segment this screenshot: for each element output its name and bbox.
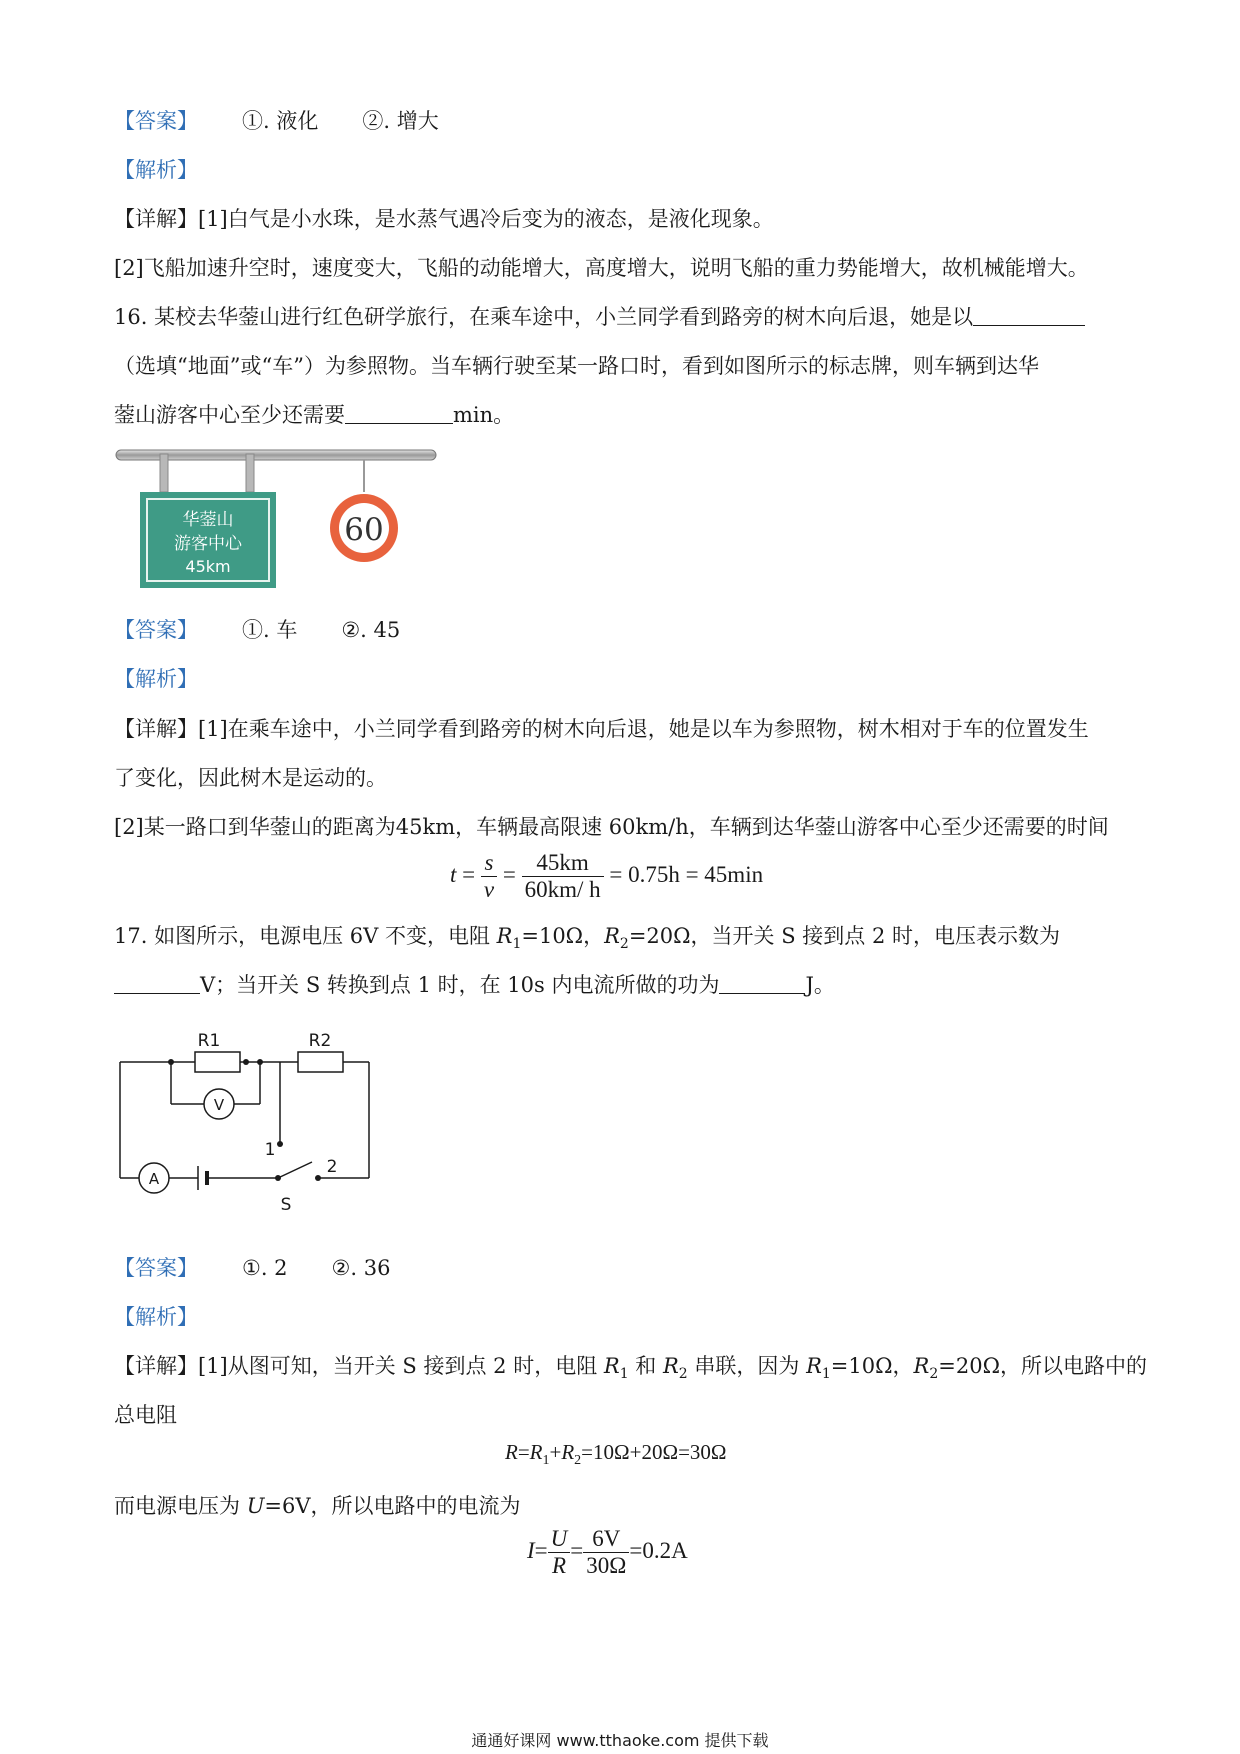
answer-item: ①. 2: [242, 1256, 288, 1280]
switch-blade: [278, 1162, 312, 1178]
sign-bracket: [246, 454, 254, 492]
stem-text: 17. 如图所示，电源电压 6V 不变，电阻: [114, 924, 497, 948]
fraction-numerator: 6V: [583, 1526, 629, 1553]
fraction: [522, 850, 604, 903]
current-equation: I= $\frac{U}{R}$ = $\frac{6V}{30\Omega}$ =0.2A: [527, 1526, 688, 1578]
eq-symbol: I: [527, 1537, 535, 1563]
switch-pivot: [275, 1175, 281, 1181]
answer-blank[interactable]: [114, 973, 200, 994]
voltmeter-label: V: [213, 1096, 225, 1114]
detail-text: =20Ω，所以电路中的: [938, 1354, 1147, 1378]
answer-item: ②. 45: [341, 618, 401, 642]
detail-text: 和: [628, 1354, 663, 1378]
fraction: [548, 1526, 571, 1579]
ammeter-label: A: [148, 1170, 160, 1188]
answer-tag: 【答案】: [114, 618, 198, 642]
detail-line: [114, 1490, 521, 1520]
fraction-denominator: 30Ω: [586, 1553, 627, 1578]
contact-point-2: [315, 1175, 321, 1181]
detail-line: 【详解】[1]从图可知，当开关 S 接到点 2 时，电阻 $R_1$ 和 $R_2$ 串联，因为 $R_1=10\Omega$，$R_2=20\Omega$，所以电路中的: [114, 1354, 1147, 1383]
sign-distance: 45km: [185, 557, 231, 576]
fraction: [583, 1526, 629, 1579]
sign-text: 华蓥山: [182, 510, 234, 530]
contact-point-1: [277, 1141, 283, 1147]
switch-label: S: [280, 1195, 292, 1215]
detail-symbol: U: [246, 1494, 265, 1518]
question-16-stem: [114, 399, 514, 429]
q16-answer-line: [114, 614, 400, 644]
page-footer: 通通好课网 www.tthaoke.com 提供下载: [471, 1731, 769, 1750]
detail-text: 串联，因为: [687, 1354, 807, 1378]
fraction-numerator: 45km: [522, 850, 604, 877]
detail-line: [2]某一路口到华蓥山的距离为45km，车辆最高限速 60km/h，车辆到达华蓥山游客中心至少还需要的时间: [114, 815, 1109, 839]
detail-text: =10Ω，: [830, 1354, 914, 1378]
stem-text: =10Ω，: [521, 924, 605, 948]
answer-item: ②. 36: [331, 1256, 391, 1280]
question-16-stem: [114, 301, 1085, 331]
question-17-stem: [114, 969, 835, 999]
answer-blank[interactable]: [345, 403, 453, 424]
answer-tag: 【答案】: [114, 1256, 198, 1280]
answer-item: ①. 车: [242, 618, 298, 642]
detail-text: 【详解】[1]从图可知，当开关 S 接到点 2 时，电阻: [114, 1354, 604, 1378]
speed-limit-value: 60: [344, 512, 384, 548]
stem-text: min。: [453, 403, 515, 427]
answer-blank[interactable]: [719, 973, 805, 994]
answer-item: ②. 增大: [362, 109, 439, 133]
q15-answer-line: [114, 105, 439, 135]
eq-symbol: =: [517, 1440, 530, 1464]
detail-line: [2]飞船加速升空时，速度变大，飞船的动能增大，高度增大，说明飞船的重力势能增大，故机械能增大。: [114, 256, 1089, 280]
detail-line: 了变化，因此树木是运动的。: [114, 766, 387, 790]
fraction-numerator: U: [548, 1526, 571, 1553]
road-sign-figure: [110, 440, 450, 600]
stem-text: J。: [805, 973, 835, 997]
eq-symbol: =: [497, 861, 522, 887]
junction-dot: [168, 1059, 174, 1065]
eq-result: =0.2A: [629, 1537, 688, 1563]
answer-item: ①. 液化: [242, 109, 319, 133]
analysis-tag: 【解析】: [114, 1305, 198, 1329]
time-equation: [450, 850, 763, 903]
eq-symbol: =: [456, 861, 481, 887]
resistance-equation: $R=R_1+R_2=10\Omega+20\Omega=30\Omega$: [505, 1440, 727, 1469]
detail-line: 【详解】[1]白气是小水珠，是水蒸气遇冷后变为的液态，是液化现象。: [114, 207, 774, 231]
eq-symbol: +: [549, 1440, 562, 1464]
stem-text: =20Ω，当开关 S 接到点 2 时，电压表示数为: [628, 924, 1061, 948]
r1-label: R1: [197, 1031, 221, 1051]
fraction: [481, 850, 497, 903]
r2-label: R2: [308, 1031, 332, 1051]
answer-tag: 【答案】: [114, 109, 198, 133]
stem-text: 蓥山游客中心至少还需要: [114, 403, 345, 427]
stem-text: 16. 某校去华蓥山进行红色研学旅行，在乘车途中，小兰同学看到路旁的树木向后退，她是以: [114, 305, 974, 329]
resistor-r1: [195, 1052, 240, 1072]
point-2-label: 2: [326, 1157, 338, 1177]
resistor-r2: [298, 1052, 343, 1072]
detail-text: 而电源电压为: [114, 1494, 247, 1518]
answer-blank[interactable]: [973, 305, 1085, 326]
sign-bracket: [160, 454, 168, 492]
eq-symbol: t: [450, 861, 457, 887]
point-1-label: 1: [264, 1140, 276, 1160]
fraction-denominator: R: [551, 1553, 566, 1578]
junction-dot: [257, 1059, 263, 1065]
detail-line: 【详解】[1]在乘车途中，小兰同学看到路旁的树木向后退，她是以车为参照物，树木相对于车的位置发生: [114, 717, 1089, 741]
stem-text: V；当开关 S 转换到点 1 时，在 10s 内电流所做的功为: [200, 973, 720, 997]
question-17-stem: 17. 如图所示，电源电压 6V 不变，电阻 $R_1=10\Omega$，$R_2=20\Omega$，当开关 S 接到点 2 时，电压表示数为: [114, 924, 1061, 953]
eq-result: =10Ω+20Ω=30Ω: [581, 1440, 727, 1464]
fraction-denominator: 60km/ h: [524, 877, 601, 902]
eq-result: = 0.75h = 45min: [603, 861, 764, 887]
q17-answer-line: [114, 1252, 390, 1282]
detail-line: 总电阻: [114, 1403, 177, 1427]
detail-text: =6V，所以电路中的电流为: [264, 1494, 521, 1518]
junction-dot: [243, 1059, 249, 1065]
analysis-tag: 【解析】: [114, 158, 198, 182]
analysis-tag: 【解析】: [114, 667, 198, 691]
question-16-stem: （选填“地面”或“车”）为参照物。当车辆行驶至某一路口时，看到如图所示的标志牌，则车辆到达华: [114, 354, 1039, 378]
circuit-diagram: [110, 1020, 380, 1220]
eq-symbol: R: [505, 1440, 518, 1464]
fraction-denominator: v: [483, 877, 495, 902]
sign-text: 游客中心: [174, 534, 242, 554]
fraction-numerator: s: [481, 850, 497, 877]
